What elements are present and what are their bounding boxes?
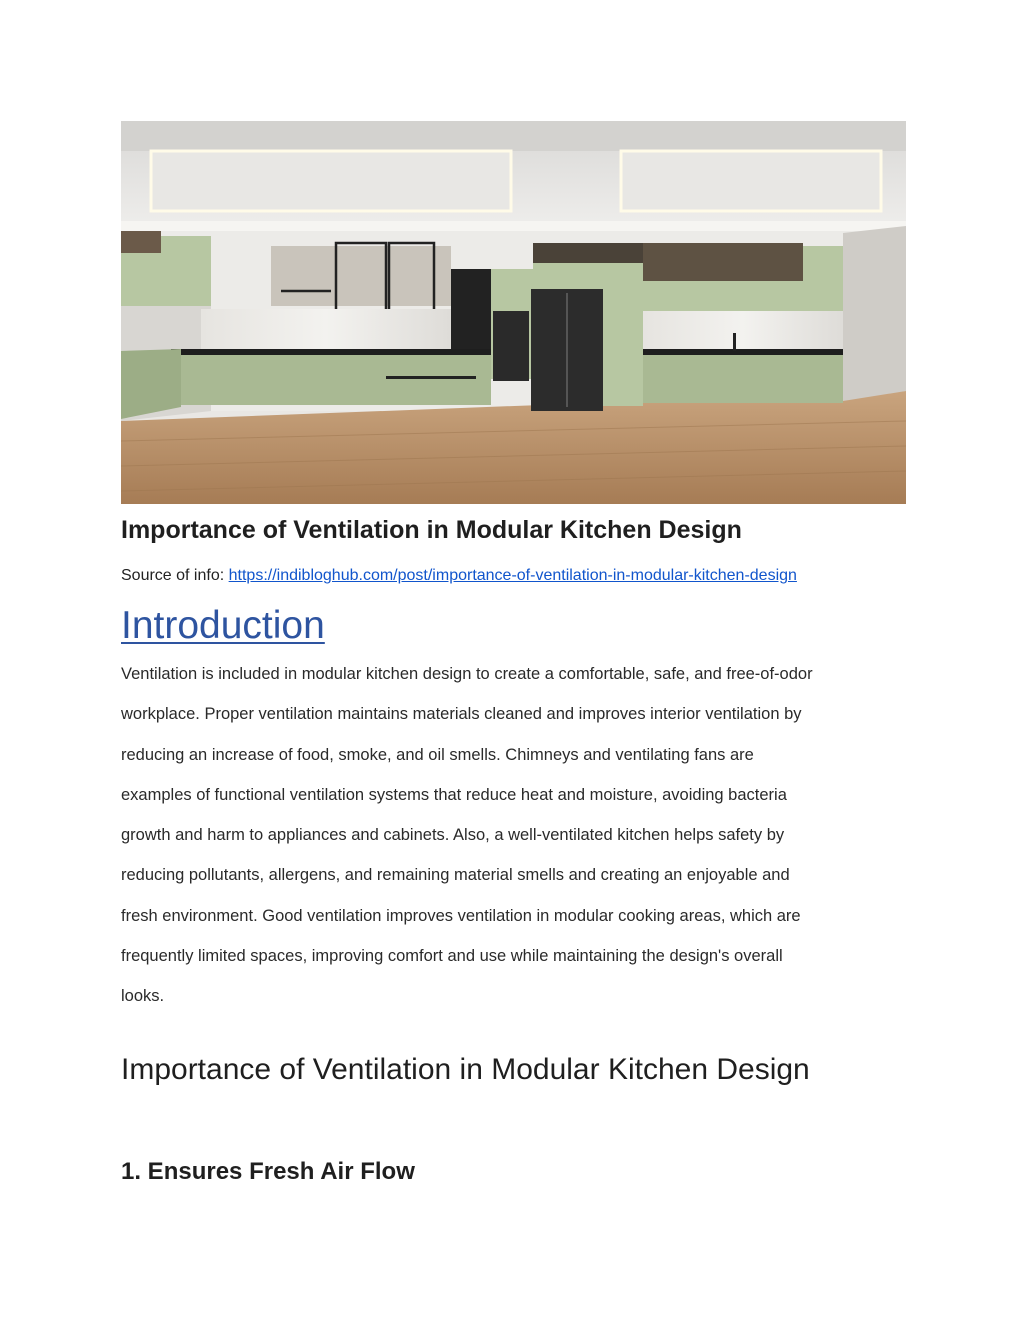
paragraph-line: Ventilation is included in modular kitchen design to create a comfortable, safe, and free-of-odor: [121, 665, 813, 683]
sub-heading: 1. Ensures Fresh Air Flow: [121, 1158, 415, 1185]
source-line: [121, 567, 797, 585]
introduction-paragraph: [121, 654, 911, 1017]
document-title: Importance of Ventilation in Modular Kitchen Design: [121, 516, 742, 544]
introduction-heading[interactable]: Introduction: [121, 604, 325, 647]
paragraph-line: reducing pollutants, allergens, and remaining material smells and creating an enjoyable and: [121, 866, 790, 885]
paragraph-line: workplace. Proper ventilation maintains materials cleaned and improves interior ventilation by: [121, 705, 802, 724]
source-link[interactable]: https://indibloghub.com/post/importance-of-ventilation-in-modular-kitchen-design: [228, 567, 797, 584]
section-heading: Importance of Ventilation in Modular Kitchen Design: [121, 1053, 810, 1086]
paragraph-line: looks.: [121, 987, 165, 1006]
paragraph-line: frequently limited spaces, improving comfort and use while maintaining the design's overall: [121, 947, 783, 966]
kitchen-photo-icon: [121, 121, 906, 504]
source-label: Source of info:: [121, 567, 229, 584]
paragraph-line: examples of functional ventilation systems that reduce heat and moisture, avoiding bacteria: [121, 785, 787, 804]
paragraph-line: growth and harm to appliances and cabinets. Also, a well-ventilated kitchen helps safety by: [121, 826, 785, 845]
paragraph-line: fresh environment. Good ventilation improves ventilation in modular cooking areas, which are: [121, 906, 801, 925]
paragraph-line: reducing an increase of food, smoke, and oil smells. Chimneys and ventilating fans are: [121, 745, 754, 764]
kitchen-image: [121, 121, 906, 504]
